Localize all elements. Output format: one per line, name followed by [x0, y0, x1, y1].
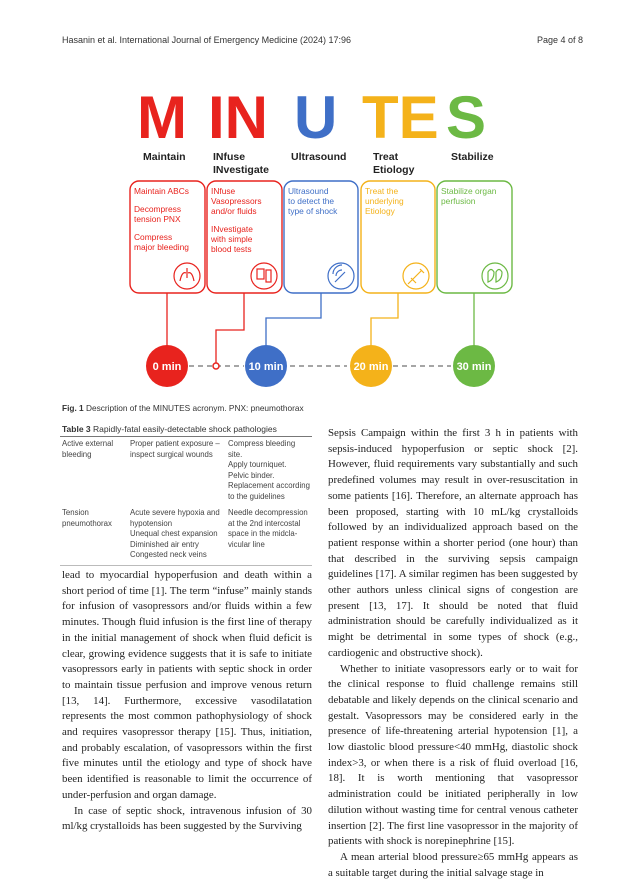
box-infuse-line-5: INvestigate	[211, 224, 253, 234]
table-cell-line: to the guidelines	[228, 491, 285, 501]
box-infuse-line-2: Vasopressors	[211, 196, 262, 206]
box-maintain-line-4: tension PNX	[134, 214, 181, 224]
table-cell-line: bleeding	[62, 449, 92, 459]
box-maintain-line-1: Maintain ABCs	[134, 186, 189, 196]
box-ultrasound-line-3: type of shock	[288, 206, 338, 216]
title-stabilize: Stabilize	[451, 151, 494, 163]
timeline-label-30min: 30 min	[456, 361, 492, 373]
table-cell-line: inspect surgical wounds	[130, 449, 213, 459]
body-paragraph: A mean arterial blood pressure≥65 mmHg appears as a suitable target during the initial salvage stage in	[328, 850, 578, 879]
box-infuse-line-1: INfuse	[211, 186, 236, 196]
box-maintain-line-7: major bleeding	[134, 242, 189, 252]
figure-caption	[62, 403, 304, 413]
table-cell-line: Diminished air entry	[130, 539, 199, 549]
table-cell-line: Unequal chest expansion	[130, 529, 218, 538]
table-title-text: Rapidly-fatal easily-detectable shock pathologies	[93, 424, 277, 434]
table-cell	[60, 506, 128, 565]
box-ultrasound-line-2: to detect the	[288, 196, 335, 206]
title-treat: Treat	[373, 151, 399, 163]
body-paragraph: lead to myocardial hypoperfusion and death within a short period of time [1]. The term “infuse” mainly stands for infusion of vasopressors and/or fluids within a few minutes. Though fluid infusion is the first line of therapy in the initial management of shock when fluid deficit is clear, growing evidence suggests that it is safe to initiate vasopressors early in patients with septic shock in order to maintain tissue perfusion and improve venous return [13, 14]. Furthermore, excessive vasodilatation represents the most common pathophysiology of shock and requires vasopressor therapy [15]. Thus, initiation, and probably escalation, of vasopressors within the first five minutes until the etiology and type of shock have been identified is reasonable to limit the occurrence of under-perfusion and organ damage.	[62, 569, 312, 801]
box-maintain-line-6: Compress	[134, 232, 173, 242]
running-header-page: Page 4 of 8	[537, 35, 584, 45]
table-cell-line: Active external	[62, 439, 114, 448]
table-cell-line: vicular line	[228, 539, 265, 549]
figure-caption-label: Fig. 1	[62, 403, 84, 413]
table-label: Table 3	[62, 424, 91, 434]
table-cell-line: pneumothorax	[62, 518, 112, 528]
table-cell-line: Pelvic binder.	[228, 470, 275, 480]
table-title	[62, 424, 277, 434]
box-treat-line-1: Treat the	[365, 186, 399, 196]
box-stabilize-line-1: Stabilize organ	[441, 186, 497, 196]
table-row	[60, 506, 312, 565]
title-ultrasound: Ultrasound	[291, 151, 347, 163]
letter-u: U	[294, 84, 338, 151]
table-cell-line: Tension	[62, 508, 89, 517]
box-infuse-line-3: and/or fluids	[211, 206, 257, 216]
shock-pathologies-table	[60, 436, 312, 566]
table-cell-line: space in the midcla-	[228, 529, 298, 538]
title-etiology: Etiology	[373, 164, 415, 176]
table-cell	[128, 437, 226, 507]
table-cell-line: Replacement according	[228, 481, 310, 490]
box-treat-line-3: Etiology	[365, 206, 395, 216]
body-paragraph: In case of septic shock, intravenous infusion of 30 ml/kg crystalloids has been suggested by the Surviving	[62, 804, 312, 833]
letter-te: TE	[362, 84, 439, 151]
letter-in: IN	[208, 84, 268, 151]
table-cell	[226, 437, 312, 507]
body-right-column	[328, 426, 578, 881]
table-cell-line: at the 2nd intercostal	[228, 518, 301, 528]
body-paragraph: Sepsis Campaign within the first 3 h in patients with sepsis-induced hypoperfusion or septic shock [2]. However, fluid requirements vary substantially and such predefined volumes may result in over-resuscitation in some patients [16]. Therefore, an alternate approach has been proposed, starting with 10 mL/kg crystalloids followed by an individualized approach based on the patient response within a shorter period (one hour) than that described in the surviving sepsis campaign guidelines [17]. A similar regimen has been suggested by other authors unless clinical signs of congestion are present [13, 17]. It should be noted that fluid administration should be carefully individualized as it might be detrimental in some types of shock (e.g., cardiogenic and obstructive shock).	[328, 427, 578, 659]
body-left-column	[62, 568, 312, 835]
running-header-journal: Hasanin et al. International Journal of Emergency Medicine	[62, 35, 298, 45]
timeline-small-node	[213, 363, 219, 369]
timeline-label-0min: 0 min	[152, 361, 182, 373]
table-cell-line: Congested neck veins	[130, 550, 207, 559]
table-row	[60, 437, 312, 507]
table-cell	[128, 506, 226, 565]
table-cell-line: Apply tourniquet.	[228, 460, 287, 469]
table-cell	[226, 506, 312, 565]
title-investigate: INvestigate	[213, 164, 270, 176]
running-header-volume: (2024) 17:96	[300, 35, 352, 45]
title-maintain: Maintain	[143, 151, 186, 163]
table-cell-line: Acute severe hypoxia and	[130, 508, 220, 517]
letter-s: S	[446, 84, 487, 151]
figure-caption-text: Description of the MINUTES acronym. PNX: pneumothorax	[85, 403, 304, 413]
table-cell	[60, 437, 128, 507]
box-infuse-line-7: blood tests	[211, 244, 252, 254]
title-infuse: INfuse	[213, 151, 246, 163]
body-paragraph: Whether to initiate vasopressors early or to wait for the clinical response to fluid challenge remains still debatable and likely depends on the clinical scenario and gestalt. Vasopressors may be considered early in the presence of life-threatening arterial hypotension [1], a low diastolic blood pressure<40 mmHg, diastolic shock index>3, or when there is a risk of fluid overload [16, 18]. It is worth mentioning that vasopressor administration could be initiated peripherally in low dilution without wasting time for central venous catheter insertion [2]. The first line vasopressor in the majority of patients with shock is norepinephrine [15].	[328, 662, 578, 848]
table-cell-line: Needle decompression	[228, 508, 308, 517]
timeline-label-20min: 20 min	[353, 361, 389, 373]
box-ultrasound-line-1: Ultrasound	[288, 186, 329, 196]
table-cell-line: Proper patient exposure –	[130, 439, 220, 448]
box-stabilize-line-2: perfusion	[441, 196, 476, 206]
table-cell-line: Compress bleeding site.	[228, 439, 296, 459]
timeline-label-10min: 10 min	[248, 361, 284, 373]
box-maintain-line-3: Decompress	[134, 204, 182, 214]
box-infuse-line-6: with simple	[211, 234, 253, 244]
minutes-figure	[0, 0, 638, 400]
box-treat-line-2: underlying	[365, 196, 404, 206]
letter-m: M	[137, 84, 187, 151]
table-cell-line: hypotension	[130, 518, 173, 528]
